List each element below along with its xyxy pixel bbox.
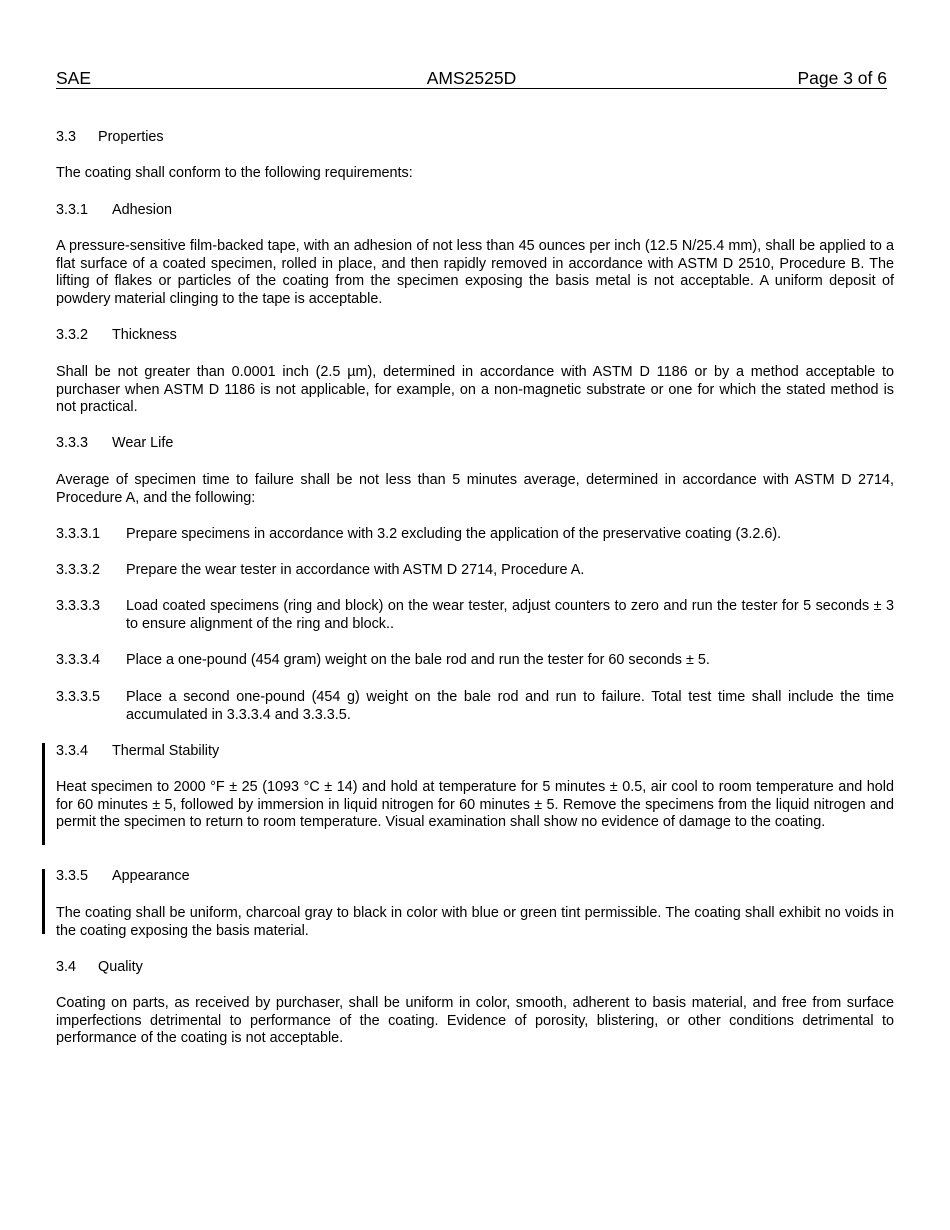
section-3-3-intro: The coating shall conform to the following requirements: (56, 165, 413, 181)
section-title: Properties (98, 129, 164, 145)
item-text: Prepare specimens in accordance with 3.2 excluding the application of the preservative coating (3.2.6). (126, 526, 782, 542)
item-text: Prepare the wear tester in accordance with ASTM D 2714, Procedure A. (126, 562, 585, 578)
section-title: Wear Life (112, 435, 174, 451)
list-item (56, 526, 894, 544)
item-number: 3.3.3.1 (56, 526, 101, 542)
section-number: 3.3.1 (56, 202, 89, 218)
section-3-3-5-text: The coating shall be uniform, charcoal gray to black in color with blue or green tint permissible. The coating shall exhibit no voids in the coating exposing the basis material. (56, 905, 894, 939)
header-org: SAE (56, 68, 92, 88)
section-number: 3.3 (56, 129, 77, 145)
section-number: 3.3.3 (56, 435, 89, 451)
section-3-3-2-text: Shall be not greater than 0.0001 inch (2.5 µm), determined in accordance with ASTM D 1186 or by a method acceptable to purchaser when ASTM D 1186 is not applicable, for example, on a non-magnetic substrate or one for which the stated method is not practical. (56, 364, 894, 415)
item-text: Place a one-pound (454 gram) weight on the bale rod and run the tester for 60 seconds ± 5. (126, 652, 710, 668)
section-title: Adhesion (112, 202, 173, 218)
section-title: Appearance (112, 868, 190, 884)
section-heading-3-3 (56, 129, 894, 147)
item-number: 3.3.3.2 (56, 562, 101, 578)
section-heading-3-3-4 (56, 743, 894, 761)
list-item (56, 689, 894, 724)
section-title: Thermal Stability (112, 743, 220, 759)
section-heading-3-3-3 (56, 435, 894, 453)
revision-bar (42, 869, 45, 934)
item-text: Place a second one-pound (454 g) weight on the bale rod and run to failure. Total test time shall include the time accumulated in 3.3.3.4 and 3.3.3.5. (126, 689, 894, 723)
section-3-4-text: Coating on parts, as received by purchaser, shall be uniform in color, smooth, adherent to basis material, and free from surface imperfections detrimental to performance of the coating. Evidence of porosity, blistering, or other conditions detrimental to performance of the coating is not acceptable. (56, 995, 894, 1046)
section-title: Quality (98, 959, 143, 975)
list-item (56, 652, 894, 670)
section-number: 3.4 (56, 959, 77, 975)
section-number: 3.3.4 (56, 743, 89, 759)
header-page-number: Page 3 of 6 (797, 68, 887, 88)
section-title: Thickness (112, 327, 177, 343)
header-doc-id: AMS2525D (426, 68, 517, 88)
section-heading-3-4 (56, 959, 894, 977)
item-number: 3.3.3.3 (56, 598, 101, 614)
item-number: 3.3.3.5 (56, 689, 101, 705)
section-3-3-4-text: Heat specimen to 2000 °F ± 25 (1093 °C ± 14) and hold at temperature for 5 minutes ± 0.5, air cool to room temperature and hold for 60 minutes ± 5, followed by immersion in liquid nitrogen for 60 minutes ± 5. Remove the specimens from the liquid nitrogen and permit the specimen to return to room temperature. Visual examination shall show no evidence of damage to the coating. (56, 779, 894, 830)
revision-bar (42, 743, 45, 845)
section-number: 3.3.2 (56, 327, 89, 343)
item-text: Load coated specimens (ring and block) on the wear tester, adjust counters to zero and run the tester for 5 seconds ± 3 to ensure alignment of the ring and block.. (126, 598, 894, 632)
section-3-3-3-text: Average of specimen time to failure shall be not less than 5 minutes average, determined in accordance with ASTM D 2714, Procedure A, and the following: (56, 472, 894, 506)
section-heading-3-3-5 (56, 868, 894, 886)
section-heading-3-3-2 (56, 327, 894, 345)
section-heading-3-3-1 (56, 202, 894, 220)
page-header (56, 68, 887, 89)
item-number: 3.3.3.4 (56, 652, 101, 668)
list-item (56, 562, 894, 580)
list-item (56, 598, 894, 633)
section-3-3-1-text: A pressure-sensitive film-backed tape, with an adhesion of not less than 45 ounces per inch (12.5 N/25.4 mm), shall be applied to a flat surface of a coated specimen, rolled in place, and then rapidly removed in accordance with ASTM D 2510, Procedure B. The lifting of flakes or particles of the coating from the specimen exposing the basis metal is not acceptable. A uniform deposit of powdery material clinging to the tape is acceptable. (56, 238, 894, 307)
section-number: 3.3.5 (56, 868, 89, 884)
